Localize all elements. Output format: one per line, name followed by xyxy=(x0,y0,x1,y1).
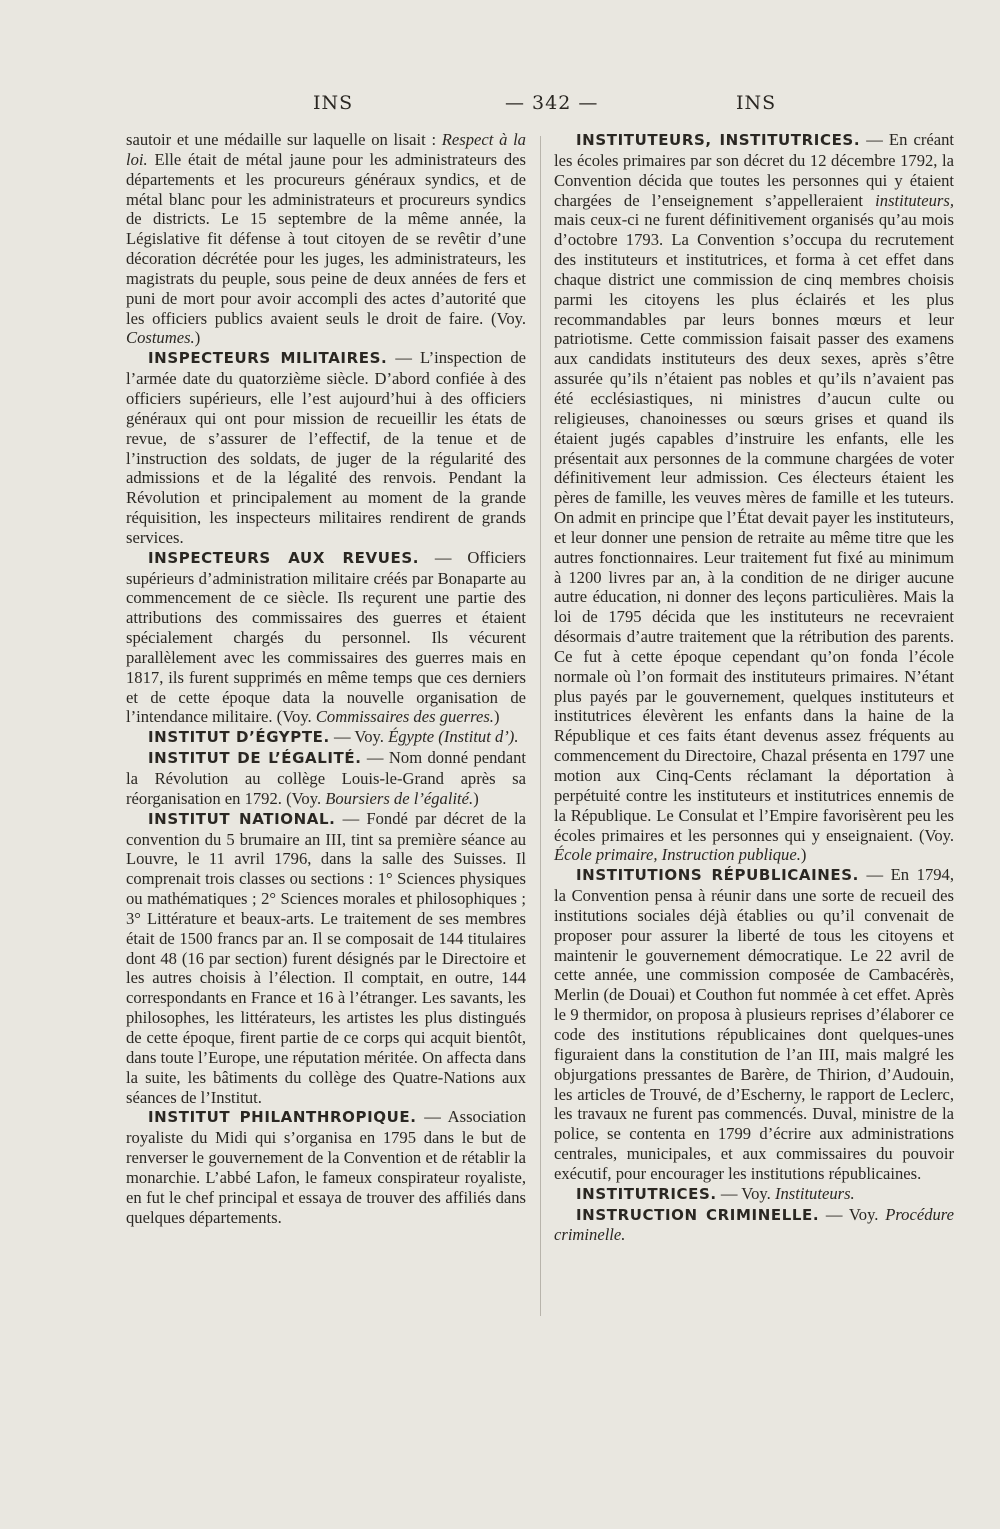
entry-headword: INSTITUTEURS, INSTITUTRICES. xyxy=(576,131,861,149)
entry-headword: INSTITUT D’ÉGYPTE. xyxy=(148,728,330,747)
dictionary-entry xyxy=(126,748,526,809)
header-left-guideword: INS xyxy=(313,92,354,114)
header-right-guideword: INS xyxy=(736,92,777,114)
entry-text: ) xyxy=(493,707,500,727)
entry-cross-reference: Instituteurs. xyxy=(774,1183,855,1203)
dictionary-entry xyxy=(554,130,954,865)
right-column xyxy=(554,130,954,1245)
left-column xyxy=(126,130,526,1227)
entry-headword: INSTITUT NATIONAL. xyxy=(148,809,336,828)
running-head xyxy=(0,92,1000,122)
entry-cross-reference: Costumes. xyxy=(126,328,195,348)
entry-headword: INSPECTEURS AUX REVUES. xyxy=(148,548,420,567)
entry-text: — Fondé par décret de la convention du 5 brumaire an III, tint sa première séance au Louvre, le 11 avril 1796, dans la salle des Suisses. Il comprenait trois classes ou sections : 1° Sciences physiques ou mathématiques ; 2° Sciences morales et philosophiques ; 3° Littérature et beaux-arts. Le traitement de ses membres était de 1500 francs par an. Il se composait de 144 titulaires dont 48 (16 par section) furent désignés par le Directoire et les autres choisis à l’élection. Il comptait, en outre, 144 correspondants en France et 16 à l’étranger. Les savants, les philosophes, les littérateurs, les artistes les plus distingués de cette époque, firent partie de ce corps qui acquit bientôt, dans toute l’Europe, une réputation méritée. On affecta dans la suite, les bâtiments du collège des Quatre-Nations aux séances de l’Institut. xyxy=(126,808,526,1107)
entry-text: ) xyxy=(194,328,201,348)
entry-cross-reference: instituteurs, xyxy=(875,190,954,210)
entry-text: — Association royaliste du Midi qui s’organisa en 1795 dans le but de renverser le gouvernement de la Convention et de rétablir la monarchie. L’abbé Lafon, le fameux conspirateur royaliste, en fut le chef principal et essaya de trouver des affiliés dans quelques départements. xyxy=(126,1107,526,1227)
column-divider xyxy=(540,136,541,1316)
entry-headword: INSTITUTIONS RÉPUBLICAINES. xyxy=(576,866,859,885)
dictionary-entry xyxy=(554,1205,954,1246)
entry-text: — Voy. xyxy=(819,1204,886,1224)
entry-cross-reference: École primaire, Instruction publique. xyxy=(554,845,801,865)
entry-cross-reference: Égypte (Institut d’). xyxy=(388,727,519,747)
entry-text: sautoir et une médaille sur laquelle on lisait : xyxy=(126,130,442,149)
entry-text: mais ceux-ci ne furent définitivement organisés qu’au mois d’octobre 1793. La Convention s’occupa du recrutement des instituteurs et institutrices, et forma à cet effet dans chaque district une commission de cinq membres choisis parmi les citoyens les plus éclairés et les plus recommandables par leurs bonnes mœurs et leur patriotisme. Cette commission faisait passer des examens aux candidats instituteurs des deux sexes, après s’être assurée qu’ils n’étaient pas nobles et qu’ils n’avaient pas été ecclésiastiques, ni ministres d’aucun culte ou religieuses, chanoinesses ou sœurs grises et quand ils étaient jugés capables d’instruire les enfants, elle les présentait aux personnes de la commune chargées de voter définitivement leur admission. Ces électeurs étaient les pères de famille, les veuves mères de famille et les tuteurs. On admit en principe que l’État devait payer les instituteurs, et leur donner une pension de retraite au même titre que les autres fonctionnaires. Leur traitement fut fixé au minimum à 1200 livres par an, à la condition de ne diriger aucune autre éducation, ni donner des leçons particulières. Mais la loi de 1795 décida que les instituteurs ne recevraient désormais d’autre traitement que la rétribution des parents. Ce fut à cette époque cependant qu’on fonda l’école normale où l’on formait des instituteurs primaires. N’étant plus payés par le gouvernement, quelques instituteurs et institutrices élevèrent les enfants dans la haine de la République et ces faits étant devenus assez fréquents au commencement du Directoire, Chazal présenta en 1797 une motion aux Cinq-Cents réclamant la déportation à perpétuité contre les instituteurs et institutrices ennemis de la République. Le Consulat et l’Empire favorisèrent peu les écoles primaires et les personnes qui y enseignaient. (Voy. xyxy=(554,210,954,845)
entry-cross-reference: Procédure criminelle. xyxy=(554,1204,954,1245)
entry-text: ) xyxy=(800,845,807,865)
entry-text: Elle était de métal jaune pour les administrateurs des départements et les procureurs généraux syndics, et de métal blanc pour les administrateurs et procureurs syndics de districts. Le 15 septembre de la même année, la Législative fit défense à tout citoyen de se revêtir d’une décoration décrétée pour les juges, les administrateurs, les magistrats du peuple, sous peine de deux années de fers et puni de mort pour avoir accompli des actes d’autorité que les officiers publics avaient seuls le droit de faire. (Voy. xyxy=(126,149,526,328)
page-number: — 342 — xyxy=(505,92,599,114)
dictionary-entry xyxy=(126,348,526,547)
dictionary-entry xyxy=(554,1184,954,1205)
entry-cross-reference: Commissaires des guerres. xyxy=(315,707,494,727)
entry-headword: INSPECTEURS MILITAIRES. xyxy=(148,349,388,368)
entry-cross-reference: Respect à la loi. xyxy=(126,130,526,169)
entry-text: — L’inspection de l’armée date du quatorzième siècle. D’abord confiée à des officiers supérieurs, elle l’est aujourd’hui à des officiers généraux qui ont pour mission de recueillir les états de revue, de s’assurer de l’effectif, de la tenue et de l’instruction des soldats, de juger de la régularité des admissions et de la légalité des renvois. Pendant la Révolution et principalement au moment de la grande réquisition, les inspecteurs militaires rendirent de grands services. xyxy=(126,348,526,547)
entry-text: ) xyxy=(473,788,479,808)
entry-headword: INSTRUCTION CRIMINELLE. xyxy=(576,1205,820,1224)
entry-text: — Nom donné pendant la Révolution au collège Louis-le-Grand après sa réorganisation en 1792. (Voy. xyxy=(126,748,526,808)
dictionary-entry xyxy=(126,1107,526,1227)
entry-text: — Officiers supérieurs d’administration militaire créés par Bonaparte au commencement de ce siècle. Ils reçurent une partie des attributions des commissaires des guerres et étaient spécialement chargés du personnel. Ils vécurent parallèlement avec les commissaires des guerres mais en 1817, ils furent supprimés en même temps que ces derniers et de cette époque data la nouvelle organisation de l’intendance militaire. (Voy. xyxy=(126,547,527,727)
entry-headword: INSTITUT PHILANTHROPIQUE. xyxy=(148,1108,417,1127)
entry-text: — En 1794, la Convention pensa à réunir dans une sorte de recueil des institutions sociales déjà établies ou qu’il convenait de proposer pour assurer la liberté de tous les citoyens et maintenir le gouvernement démocratique. Le 22 avril de cette année, une commission composée de Cambacérès, Merlin (de Douai) et Couthon fut nommée à cet effet. Après le 9 thermidor, on proposa à plusieurs reprises d’élaborer ce code des institutions républicaines dont quelques-unes figuraient dans la constitution de l’an III, mais malgré les objurgations pressantes de Barère, de Thirion, d’Audouin, les articles de Trouvé, de d’Escherny, le rapport de Leclerc, les travaux ne furent pas commencés. Duval, ministre de la police, se contenta en 1799 d’écrire aux administrations centrales, municipales, et aux commissaires du pouvoir exécutif, pour encourager les institutions républicaines. xyxy=(554,865,954,1183)
entry-headword: INSTITUT DE L’ÉGALITÉ. xyxy=(148,749,362,768)
entry-text: — Voy. xyxy=(329,727,389,747)
dictionary-entry xyxy=(554,865,954,1184)
entry-cross-reference: Boursiers de l’égalité. xyxy=(325,788,474,808)
entry-text: — Voy. xyxy=(716,1183,775,1203)
dictionary-entry xyxy=(126,809,526,1108)
entry-continuation xyxy=(126,130,526,348)
dictionary-entry xyxy=(126,727,526,748)
entry-text: — En créant les écoles primaires par son décret du 12 décembre 1792, la Convention décida que toutes les personnes qui y étaient chargées de l’enseignement s’appelleraient xyxy=(554,130,954,210)
dictionary-entry xyxy=(126,548,526,728)
entry-headword: INSTITUTRICES. xyxy=(576,1184,717,1203)
